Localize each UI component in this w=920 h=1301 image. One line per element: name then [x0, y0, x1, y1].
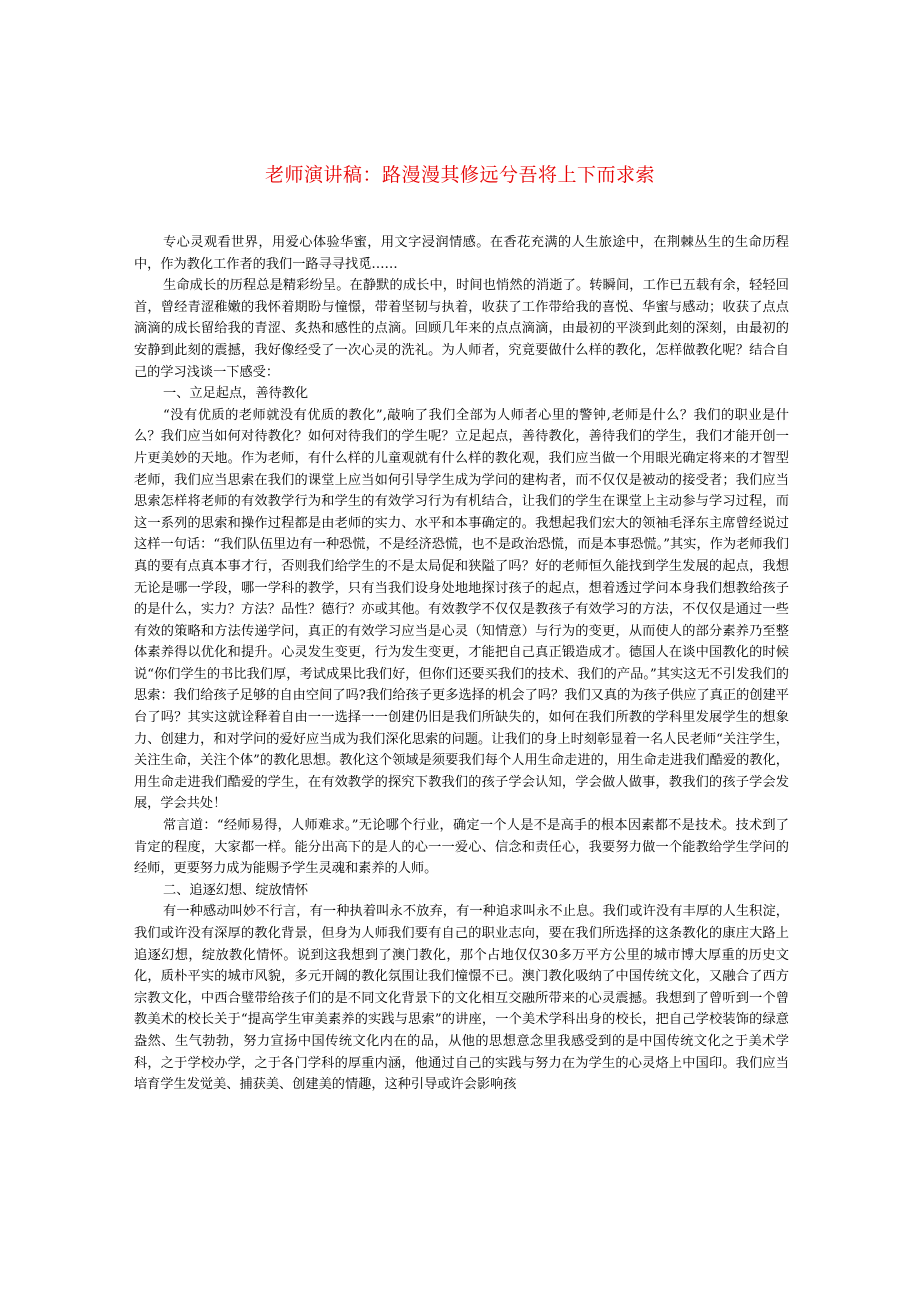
document-body — [134, 232, 789, 1096]
section-heading-1: 一、立足起点，善待教化 — [163, 386, 309, 402]
paragraph-growth: 生命成长的历程总是精彩纷呈。在静默的成长中，时间也悄然的消逝了。转瞬间，工作已五载有余，轻轻回首，曾经青涩稚嫩的我怀着期盼与憧憬，带着坚韧与执着，收获了工作带给我的喜悦、华蜜与感动；收获了点点滴滴的成长留给我的青涩、炙热和感性的点滴。回顾几年来的点点滴滴，由最初的平淡到此刻的深刻，由最初的安静到此刻的震撼，我好像经受了一次心灵的洗礼。为人师者，究竟要做什么样的教化，怎样做教化呢？结合自己的学习浅谈一下感受： — [134, 278, 789, 380]
document-title: 老师演讲稿：路漫漫其修远兮吾将上下而求索 — [264, 164, 655, 186]
paragraph-section-1: “没有优质的老师就没有优质的教化”,敲响了我们全部为人师者心里的警钟,老师是什么？我们的职业是什么？我们应当如何对待教化？如何对待我们的学生呢？立足起点，善待教化，善待我们的学生，我们才能开创一片更美妙的天地。作为老师，有什么样的儿童观就有什么样的教化观，我们应当做一个用眼光确定将来的才智型老师，我们应当思索在我们的课堂上应当如何引导学生成为学问的建构者，而不仅仅是被动的接受者；我们应当思索怎样将老师的有效教学行为和学生的有效学习行为有机结合，让我们的学生在课堂上主动参与学习过程，而这一系列的思索和操作过程都是由老师的实力、水平和本事确定的。我想起我们宏大的领袖毛泽东主席曾经说过这样一句话：“我们队伍里边有一种恐慌，不是经济恐慌，也不是政治恐慌，而是本事恐慌。”其实，作为老师我们真的要有点真本事才行，否则我们给学生的不是太局促和狭隘了吗？好的老师恒久能找到学生发展的起点，我想无论是哪一学段，哪一学科的教学，只有当我们设身处地地探讨孩子的起点，想着透过学问本身我们想教给孩子的是什么，实力？方法？品性？德行？亦或其他。有效教学不仅仅是教孩子有效学习的方法，不仅仅是通过一些有效的策略和方法传递学问，真正的有效学习应当是心灵（知情意）与行为的变更，从而使人的部分素养乃至整体素养得以优化和提升。心灵发生变更，行为发生变更，才能把自己真正锻造成才。德国人在谈中国教化的时候说“你们学生的书比我们厚，考试成果比我们好，但你们还要买我们的技术、我们的产品。”其实这无不引发我们的思索：我们给孩子足够的自由空间了吗?我们给孩子更多选择的机会了吗？我们又真的为孩子供应了真正的创建平台了吗？其实这就诠释着自由一一选择一一创建仍旧是我们所缺失的，如何在我们所教的学科里发展学生的想象力、创建力，和对学问的爱好应当成为我们深化思索的问题。让我们的身上时刻彰显着一名人民老师“关注学生，关注生命，关注个体”的教化思想。教化这个领域是须要我们每个人用生命走进的，用生命走进我们酷爱的教化，用生命走进我们酷爱的学生，在有效教学的探究下教我们的孩子学会认知，学会做人做事，教我们的孩子学会发展，学会共处！ — [134, 407, 789, 812]
section-heading-2: 二、追逐幻想、绽放情怀 — [163, 882, 309, 898]
paragraph-proverb: 常言道：“经师易得，人师难求。”无论哪个行业，确定一个人是不是高手的根本因素都不是技术。技术到了肯定的程度，大家都一样。能分出高下的是人的心一一爱心、信念和责任心，我要努力做一个能教给学生学问的经师，更要努力成为能赐予学生灵魂和素养的人师。 — [134, 818, 789, 877]
paragraph-intro: 专心灵观看世界，用爱心体验华蜜，用文字浸润情感。在香花充满的人生旅途中，在荆棘丛生的生命历程中，作为教化工作者的我们一路寻寻找觅…… — [134, 235, 789, 272]
paragraph-section-2: 有一种感动叫妙不行言，有一种执着叫永不放弃，有一种追求叫永不止息。我们或许没有丰厚的人生积淀，我们或许没有深厚的教化背景，但身为人师我们要有自己的职业志向，要在我们所选择的这条教化的康庄大路上追逐幻想，绽放教化情怀。说到这我想到了澳门教化，那个占地仅仅30多万平方公里的城市博大厚重的历史文化，质朴平实的城市风貌，多元开阔的教化氛围让我们憧憬不已。澳门教化吸纳了中国传统文化，又融合了西方宗教文化，中西合璧带给孩子们的是不同文化背景下的文化相互交融所带来的心灵震撼。我想到了曾听到一个曾教美术的校长关于“提高学生审美素养的实践与思索”的讲座，一个美术学科出身的校长，把自己学校装饰的绿意盎然、生气勃勃，努力宣扬中国传统文化内在的品，从他的思想意念里我感受到的是中国传统文化之于美术学科，之于学校办学，之于各门学科的厚重内涵，他通过自己的实践与努力在为学生的心灵烙上中国印。我们应当培育学生发觉美、捕获美、创建美的情趣，这种引导或许会影响孩 — [134, 904, 789, 1093]
